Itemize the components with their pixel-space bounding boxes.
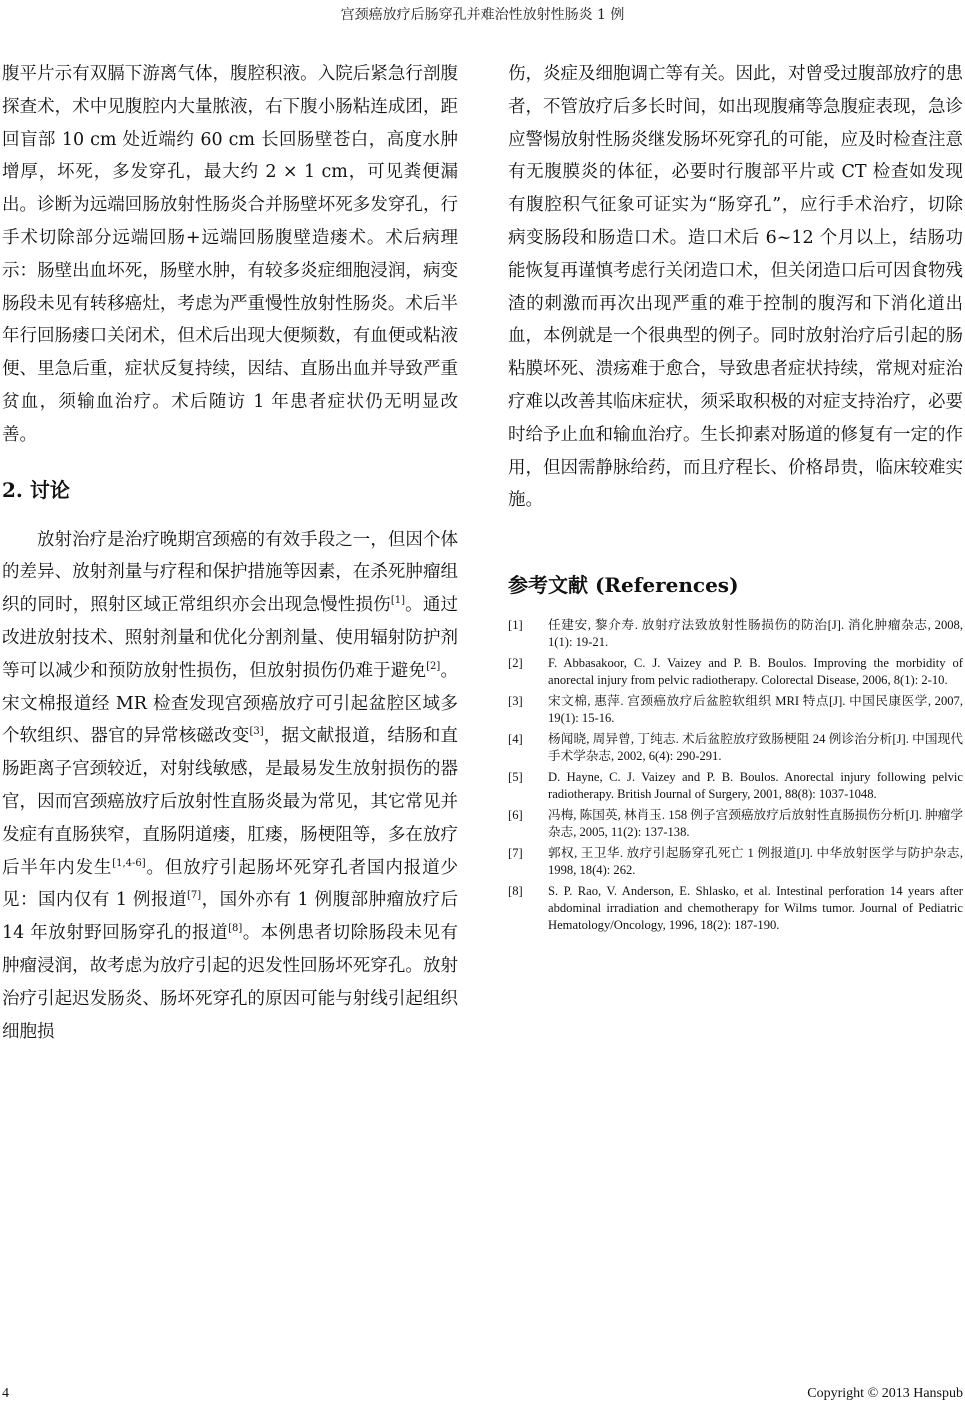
case-paragraph: 腹平片示有双膈下游离气体，腹腔积液。入院后紧急行剖腹探查术，术中见腹腔内大量脓液，右下腹小肠粘连成团，距回盲部 10 cm 处近端约 60 cm 长回肠壁苍白，高度水肿增厚，坏死，多发穿孔，最大约 2 × 1 cm，可见粪便漏出。诊断为远端回肠放射性肠炎合并肠壁坏死多发穿孔，行手术切除部分远端回肠+远端回肠腹壁造瘘术。术后病理示：肠壁出血坏死，肠壁水肿，有较多炎症细胞浸润，病变肠段未见有转移癌灶，考虑为严重慢性放射性肠炎。术后半年行回肠瘘口关闭术，但术后出现大便频数，有血便或粘液便、里急后重，症状反复持续，因结、直肠出血并导致严重贫血，须输血治疗。术后随访 1 年患者症状仍无明显改善。	[2, 64, 458, 445]
discussion-text-3: 。宋文棉报道经 MR 检查发现宫颈癌放疗可引起盆腔区域多个软组织、器官的异常核磁改变	[2, 660, 459, 747]
discussion-text-7: 。本例患者切除肠段未见有肿瘤浸润，故考虑为放疗引起的迟发性回肠坏死穿孔。放射治疗引起迟发肠炎、肠坏死穿孔的原因可能与射线引起组织细胞损	[2, 923, 458, 1042]
reference-text: 任建安, 黎介寿. 放射疗法致放射性肠损伤的防治[J]. 消化肿瘤杂志, 2008, 1(1): 19-21.	[548, 618, 963, 650]
references-heading: 参考文献 (References)	[508, 573, 739, 598]
discussion-text-1: 放射治疗是治疗晚期宫颈癌的有效手段之一，但因个体的差异、放射剂量与疗程和保护措施等因素，在杀死肿瘤组织的同时，照射区域正常组织亦会出现急慢性损伤	[2, 529, 458, 616]
continued-paragraph: 伤，炎症及细胞调亡等有关。因此，对曾受过腹部放疗的患者，不管放疗后多长时间，如出现腹痛等急腹症表现，急诊应警惕放射性肠炎继发肠坏死穿孔的可能，应及时检查注意有无腹膜炎的体征，必要时行腹部平片或 CT 检查如发现有腹腔积气征象可证实为“肠穿孔”，应行手术治疗，切除病变肠段和肠造口术。造口术后 6~12 个月以上，结肠功能恢复再谨慎考虑行关闭造口术，但关闭造口后可因食物残渣的刺激而再次出现严重的难于控制的腹泻和下消化道出血，本例就是一个很典型的例子。同时放射治疗后引起的肠粘膜坏死、溃疡难于愈合，导致患者症状持续，常规对症治疗难以改善其临床症状，须采取积极的对症支持治疗，必要时给予止血和输血治疗。生长抑素对肠道的修复有一定的作用，但因需静脉给药，而且疗程长、价格昂贵，临床较难实施。	[508, 64, 963, 511]
citation-4: [1,4-6]	[112, 857, 146, 869]
citation-3: [3]	[249, 726, 264, 738]
reference-text: D. Hayne, C. J. Vaizey and P. B. Boulos. Anorectal injury following pelvic radiotherapy. British Journal of Surgery, 2001, 88(8): 1037-1048.	[548, 770, 963, 802]
reference-text: 宋文棉, 惠萍. 宫颈癌放疗后盆腔软组织 MRI 特点[J]. 中国民康医学, 2007, 19(1): 15-16.	[548, 694, 963, 726]
reference-item	[508, 807, 963, 841]
discussion-text-4: ，据文献报道，结肠和直肠距离子宫颈较近，对射线敏感，是最易发生放射损伤的器官，因而宫颈癌放疗后放射性直肠炎最为常见，其它常见并发症有直肠狭窄，直肠阴道瘘，肛瘘，肠梗阻等，多在放疗后半年内发生	[2, 726, 459, 878]
reference-number: [7]	[508, 846, 523, 861]
reference-list	[508, 617, 963, 934]
reference-number: [3]	[508, 694, 523, 709]
reference-number: [4]	[508, 732, 523, 747]
reference-number: [2]	[508, 656, 523, 671]
discussion-paragraph	[2, 524, 458, 1049]
reference-item	[508, 731, 963, 765]
citation-1: [1]	[390, 595, 405, 607]
reference-text: S. P. Rao, V. Anderson, E. Shlasko, et al. Intestinal perforation 14 years after abdominal irradiation and chemotherapy for Wilms tumor. Journal of Pediatric Hematology/Oncology, 1996, 18(2): 187-190.	[548, 884, 963, 933]
page-number: 4	[2, 1386, 9, 1401]
reference-item	[508, 769, 963, 803]
citation-2: [2]	[426, 660, 441, 672]
reference-text: 冯梅, 陈国英, 林肖玉. 158 例子宫颈癌放疗后放射性直肠损伤分析[J]. 肿瘤学杂志, 2005, 11(2): 137-138.	[548, 808, 963, 840]
reference-item	[508, 845, 963, 879]
discussion-text-2: 。通过改进放射技术、照射剂量和优化分割剂量、使用辐射防护剂等可以减少和预防放射性损伤，但放射损伤仍难于避免	[2, 595, 459, 681]
reference-number: [1]	[508, 618, 523, 633]
reference-number: [8]	[508, 884, 523, 899]
reference-number: [6]	[508, 808, 523, 823]
reference-item	[508, 693, 963, 727]
copyright-notice: Copyright © 2013 Hanspub	[807, 1386, 963, 1401]
section-heading-discussion: 2. 讨论	[2, 477, 70, 502]
citation-5: [7]	[186, 890, 202, 902]
reference-text: 杨闻晓, 周异曾, 丁纯志. 术后盆腔放疗致肠梗阻 24 例诊治分析[J]. 中国现代手术学杂志, 2002, 6(4): 290-291.	[548, 732, 963, 764]
reference-number: [5]	[508, 770, 523, 785]
citation-6: [8]	[228, 923, 243, 935]
right-column	[508, 58, 963, 938]
discussion-text-5: 。但放疗引起肠坏死穿孔者国内报道少见：国内仅有 1 例报道	[2, 857, 459, 911]
reference-text: 郭权, 王卫华. 放疗引起肠穿孔死亡 1 例报道[J]. 中华放射医学与防护杂志, 1998, 18(4): 262.	[548, 846, 963, 878]
reference-item	[508, 617, 963, 651]
left-column	[2, 58, 458, 1048]
running-title: 宫颈癌放疗后肠穿孔并难治性放射性肠炎 1 例	[340, 7, 625, 23]
reference-item	[508, 655, 963, 689]
discussion-text-6: ，国外亦有 1 例腹部肿瘤放疗后 14 年放射野回肠穿孔的报道	[2, 890, 458, 944]
reference-item	[508, 883, 963, 934]
reference-text: F. Abbasakoor, C. J. Vaizey and P. B. Boulos. Improving the morbidity of anorectal injury from pelvic radiotherapy. Colorectal Disease, 2006, 8(1): 2-10.	[548, 656, 963, 688]
